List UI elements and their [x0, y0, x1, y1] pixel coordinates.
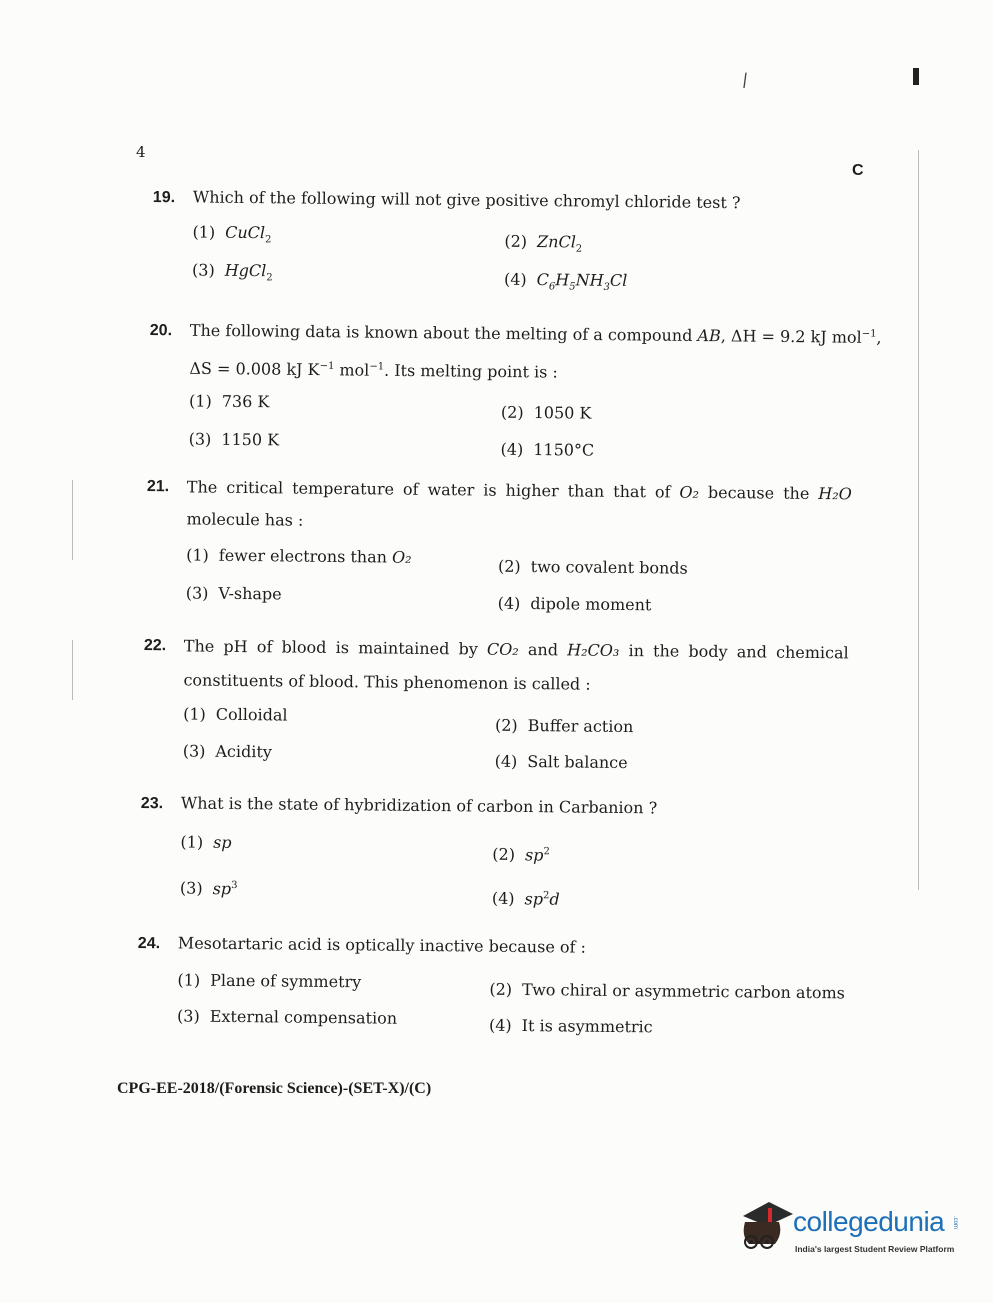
- question-24: [137, 930, 858, 1059]
- question-text: Which of the following will not give positive chromyl chloride test ?: [192, 187, 741, 213]
- word: the: [653, 641, 680, 661]
- word: The: [186, 477, 218, 497]
- option-3[interactable]: [177, 1003, 397, 1031]
- option-label: (4): [491, 889, 515, 909]
- subscript: 6: [548, 281, 556, 293]
- option-text: Colloidal: [215, 704, 288, 725]
- option-4[interactable]: [498, 591, 652, 619]
- word: because: [707, 482, 775, 503]
- question-text: What is the state of hybridization of carbon in Carbanion ?: [180, 793, 658, 818]
- question-text: [187, 474, 852, 507]
- option-label: (2): [489, 979, 513, 999]
- question-text: , ΔH = 9.2 kJ mol: [720, 326, 862, 347]
- option-label: (4): [497, 593, 521, 613]
- superscript: 2: [542, 890, 550, 902]
- question-text: Mesotartaric acid is optically inactive because of :: [177, 933, 587, 957]
- subscript: 2: [264, 234, 272, 246]
- formula: O₂: [679, 482, 700, 502]
- subscript: 5: [569, 281, 576, 293]
- question-text: ΔS = 0.008 kJ K: [189, 359, 320, 380]
- question-21: [145, 474, 867, 634]
- superscript: −1: [319, 361, 335, 373]
- option-label: (3): [185, 583, 209, 603]
- option-label: (3): [192, 260, 215, 280]
- word: critical: [226, 477, 284, 498]
- option-2[interactable]: [501, 399, 592, 426]
- pen-tick-mark: /: [740, 69, 750, 92]
- option-4[interactable]: [495, 749, 628, 776]
- word: maintained: [358, 638, 450, 659]
- subscript: 2: [266, 272, 273, 284]
- formula: [536, 270, 628, 293]
- brand-tagline: India's largest Student Review Platform: [795, 1244, 955, 1254]
- page-number: 4: [136, 143, 146, 161]
- word: blood: [281, 637, 327, 657]
- option-label: (2): [492, 845, 516, 865]
- brand-suffix: .com: [952, 1216, 958, 1230]
- option-1[interactable]: [180, 829, 231, 856]
- formula-part: C: [536, 270, 550, 290]
- question-text: molecule has :: [186, 509, 304, 530]
- option-2[interactable]: [492, 839, 550, 869]
- subscript: 2: [575, 243, 583, 255]
- collegedunia-mascot-icon: [735, 1198, 797, 1258]
- word: pH: [223, 636, 248, 657]
- option-text: Buffer action: [527, 716, 634, 737]
- option-label: (2): [494, 715, 518, 735]
- word: temperature: [292, 478, 395, 499]
- option-text: External compensation: [209, 1006, 398, 1028]
- superscript: −1: [861, 328, 877, 340]
- option-label: (4): [500, 439, 524, 459]
- question-text: mol: [334, 360, 370, 380]
- option-label: (4): [494, 751, 518, 771]
- question-number: 20.: [149, 322, 173, 340]
- formula: sp: [212, 879, 232, 899]
- option-text: Salt balance: [527, 752, 628, 773]
- word: than: [567, 481, 605, 501]
- formula: CuCl: [225, 222, 266, 243]
- option-4[interactable]: [489, 1013, 653, 1041]
- option-label: (3): [177, 1006, 200, 1026]
- scan-edge-line: [72, 480, 73, 560]
- question-22: [142, 633, 864, 793]
- formula: H₂O: [818, 484, 852, 504]
- option-label: (2): [500, 402, 524, 422]
- option-3[interactable]: [183, 738, 272, 765]
- option-2[interactable]: [498, 554, 688, 582]
- option-3[interactable]: [189, 426, 280, 453]
- question-text: [184, 633, 849, 666]
- question-number: 22.: [143, 636, 167, 655]
- option-1[interactable]: [177, 967, 361, 995]
- option-4[interactable]: [504, 267, 628, 301]
- option-1[interactable]: [183, 701, 288, 728]
- word: chemical: [775, 642, 849, 663]
- formula: AB: [697, 326, 721, 346]
- option-3[interactable]: [180, 872, 238, 902]
- formula: sp: [213, 832, 232, 852]
- formula: O₂: [392, 547, 412, 567]
- option-2[interactable]: [489, 977, 845, 1007]
- option-1[interactable]: [189, 388, 270, 415]
- option-text: 1150°C: [533, 439, 595, 460]
- option-3[interactable]: [192, 257, 273, 291]
- set-label: C: [852, 162, 864, 179]
- formula-part: NH: [575, 270, 604, 290]
- formula: H₂CO₃: [567, 640, 620, 660]
- option-text: 1150 K: [221, 429, 280, 450]
- option-label: (2): [504, 231, 528, 251]
- word: is: [335, 638, 350, 658]
- question-number: 23.: [140, 794, 164, 813]
- option-text: dipole moment: [530, 594, 652, 615]
- superscript: 3: [231, 879, 238, 892]
- option-2[interactable]: [495, 713, 634, 740]
- question-number: 19.: [152, 188, 176, 207]
- option-text: V-shape: [218, 583, 282, 604]
- option-1[interactable]: [186, 542, 412, 570]
- word: that: [613, 481, 647, 502]
- ink-blot: [913, 68, 919, 85]
- option-label: (3): [179, 878, 203, 898]
- option-4[interactable]: [500, 436, 594, 463]
- question-number: 24.: [137, 934, 161, 953]
- option-label: (1): [192, 222, 216, 242]
- question-19: [152, 184, 873, 311]
- formula-part: Cl: [609, 270, 628, 290]
- question-20: 20. The following data is known about the melting of a compound AB, ΔH = 9.2 kJ mol$^{-1}$, ΔS = 0.008 kJ $K^{-1}$ mol$^{-1}$. Its melting point is : (1) 736 K (2) 1050 K (3) 1150 K (4) 1150°C: [148, 314, 870, 479]
- word: water: [427, 479, 475, 500]
- option-label: (4): [488, 1015, 512, 1035]
- question-number: 21.: [146, 477, 170, 496]
- option-label: (4): [503, 269, 527, 289]
- word: of: [654, 482, 671, 502]
- option-text: It is asymmetric: [521, 1016, 653, 1037]
- option-text: 1050 K: [533, 402, 592, 423]
- brand-name: collegedunia: [793, 1206, 945, 1237]
- option-label: (1): [186, 545, 209, 565]
- scan-edge-line: [918, 150, 919, 890]
- subscript: 3: [603, 281, 610, 293]
- formula: d: [549, 889, 560, 909]
- option-label: (1): [183, 704, 206, 724]
- word: of: [402, 479, 419, 499]
- question-text: constituents of blood. This phenomenon is called :: [183, 670, 591, 694]
- word: The: [183, 636, 215, 656]
- option-3[interactable]: [186, 580, 282, 607]
- question-text: . Its melting point is :: [383, 361, 558, 382]
- formula: sp: [524, 889, 544, 909]
- formula-part: H: [555, 270, 570, 290]
- option-label: (1): [180, 832, 204, 852]
- formula: ZnCl: [536, 232, 576, 252]
- option-label: (3): [182, 741, 206, 761]
- question-23: [140, 790, 861, 927]
- option-label: (1): [188, 391, 212, 411]
- option-text: Acidity: [215, 741, 273, 762]
- word: by: [458, 639, 478, 659]
- option-label: (3): [188, 429, 212, 449]
- formula: CO₂: [486, 639, 519, 659]
- word: of: [256, 637, 273, 657]
- option-text: two covalent bonds: [530, 557, 688, 578]
- paper-code: CPG-EE-2018/(Forensic Science)-(SET-X)/(C): [117, 1080, 432, 1097]
- option-text: 736 K: [221, 391, 270, 411]
- option-1[interactable]: [192, 219, 271, 253]
- question-text: The following data is known about the melting of a compound: [189, 320, 693, 346]
- formula: HgCl: [224, 260, 267, 281]
- superscript: 2: [543, 846, 550, 858]
- option-text: fewer electrons than: [218, 545, 388, 567]
- word: and: [527, 640, 559, 660]
- word: higher: [505, 480, 559, 501]
- word: and: [736, 642, 767, 662]
- word: is: [483, 480, 497, 500]
- option-4[interactable]: [492, 883, 560, 913]
- word: in: [628, 641, 645, 661]
- scan-edge-line: [72, 640, 73, 700]
- superscript: −1: [369, 361, 385, 373]
- option-text: Plane of symmetry: [210, 970, 362, 992]
- option-2[interactable]: [504, 229, 582, 263]
- word: body: [688, 641, 728, 662]
- formula: sp: [524, 845, 544, 865]
- option-label: (2): [497, 556, 521, 576]
- word: the: [783, 483, 810, 503]
- option-text: Two chiral or asymmetric carbon atoms: [521, 980, 846, 1003]
- option-label: (1): [177, 970, 201, 990]
